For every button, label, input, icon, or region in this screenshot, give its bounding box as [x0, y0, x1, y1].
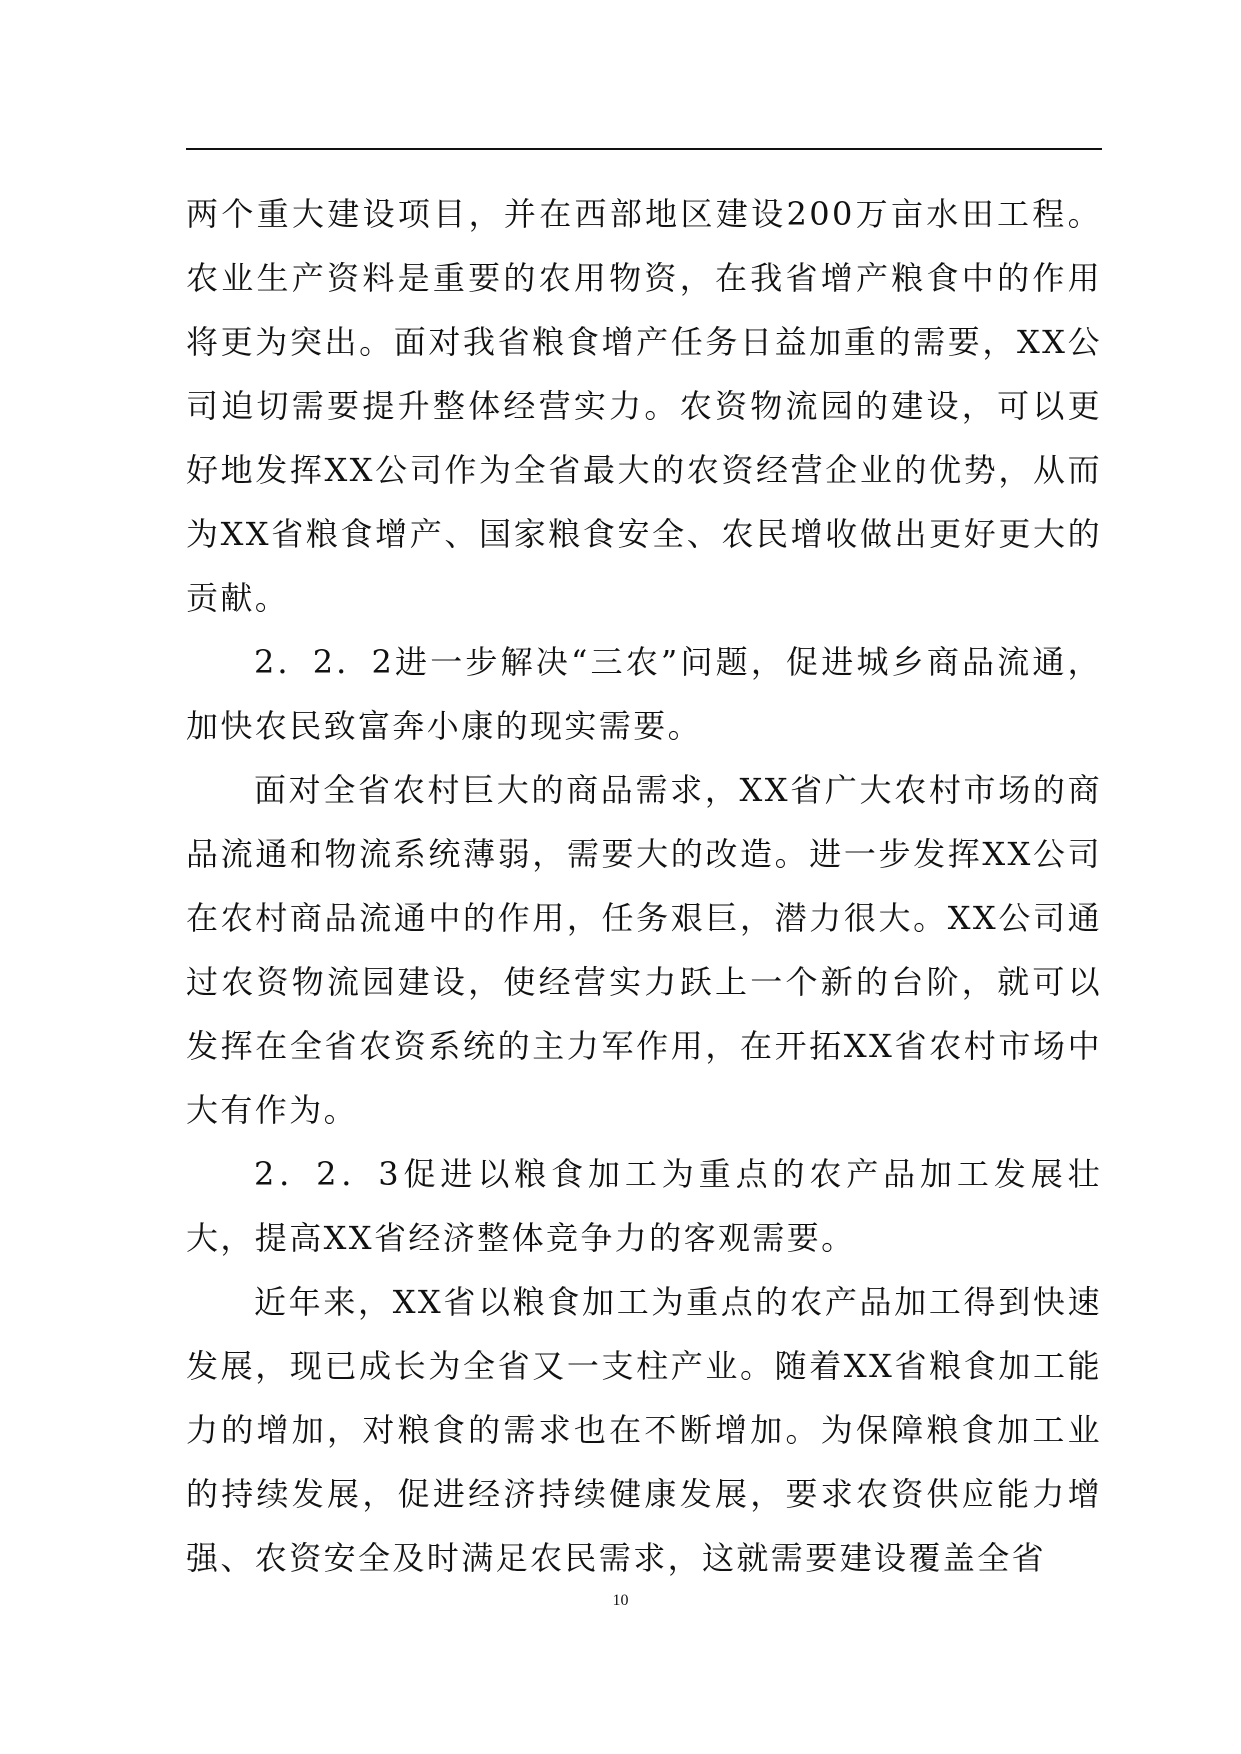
paragraph: 两个重大建设项目，并在西部地区建设200万亩水田工程。农业生产资料是重要的农用物资，在我省增产粮食中的作用将更为突出。面对我省粮食增产任务日益加重的需要，XX公司迫切需要提升整体经营实力。农资物流园的建设，可以更好地发挥XX公司作为全省最大的农资经营企业的优势，从而为XX省粮食增产、国家粮食安全、农民增收做出更好更大的贡献。	[186, 195, 1102, 617]
section-heading-2-2-3: 2．2．3促进以粮食加工为重点的农产品加工发展壮大，提高XX省经济整体竞争力的客观需要。	[186, 1155, 1102, 1257]
document-body	[186, 182, 1102, 1590]
header-rule	[186, 148, 1102, 150]
paragraph: 面对全省农村巨大的商品需求，XX省广大农村市场的商品流通和物流系统薄弱，需要大的改造。进一步发挥XX公司在农村商品流通中的作用，任务艰巨，潜力很大。XX公司通过农资物流园建设，使经营实力跃上一个新的台阶，就可以发挥在全省农资系统的主力军作用，在开拓XX省农村市场中大有作为。	[186, 771, 1102, 1129]
section-heading-2-2-2: 2．2．2进一步解决“三农”问题，促进城乡商品流通，加快农民致富奔小康的现实需要。	[186, 643, 1102, 745]
paragraph: 近年来，XX省以粮食加工为重点的农产品加工得到快速发展，现已成长为全省又一支柱产业。随着XX省粮食加工能力的增加，对粮食的需求也在不断增加。为保障粮食加工业的持续发展，促进经济持续健康发展，要求农资供应能力增强、农资安全及时满足农民需求，这就需要建设覆盖全省	[186, 1283, 1102, 1577]
page-number: 10	[612, 1592, 629, 1609]
